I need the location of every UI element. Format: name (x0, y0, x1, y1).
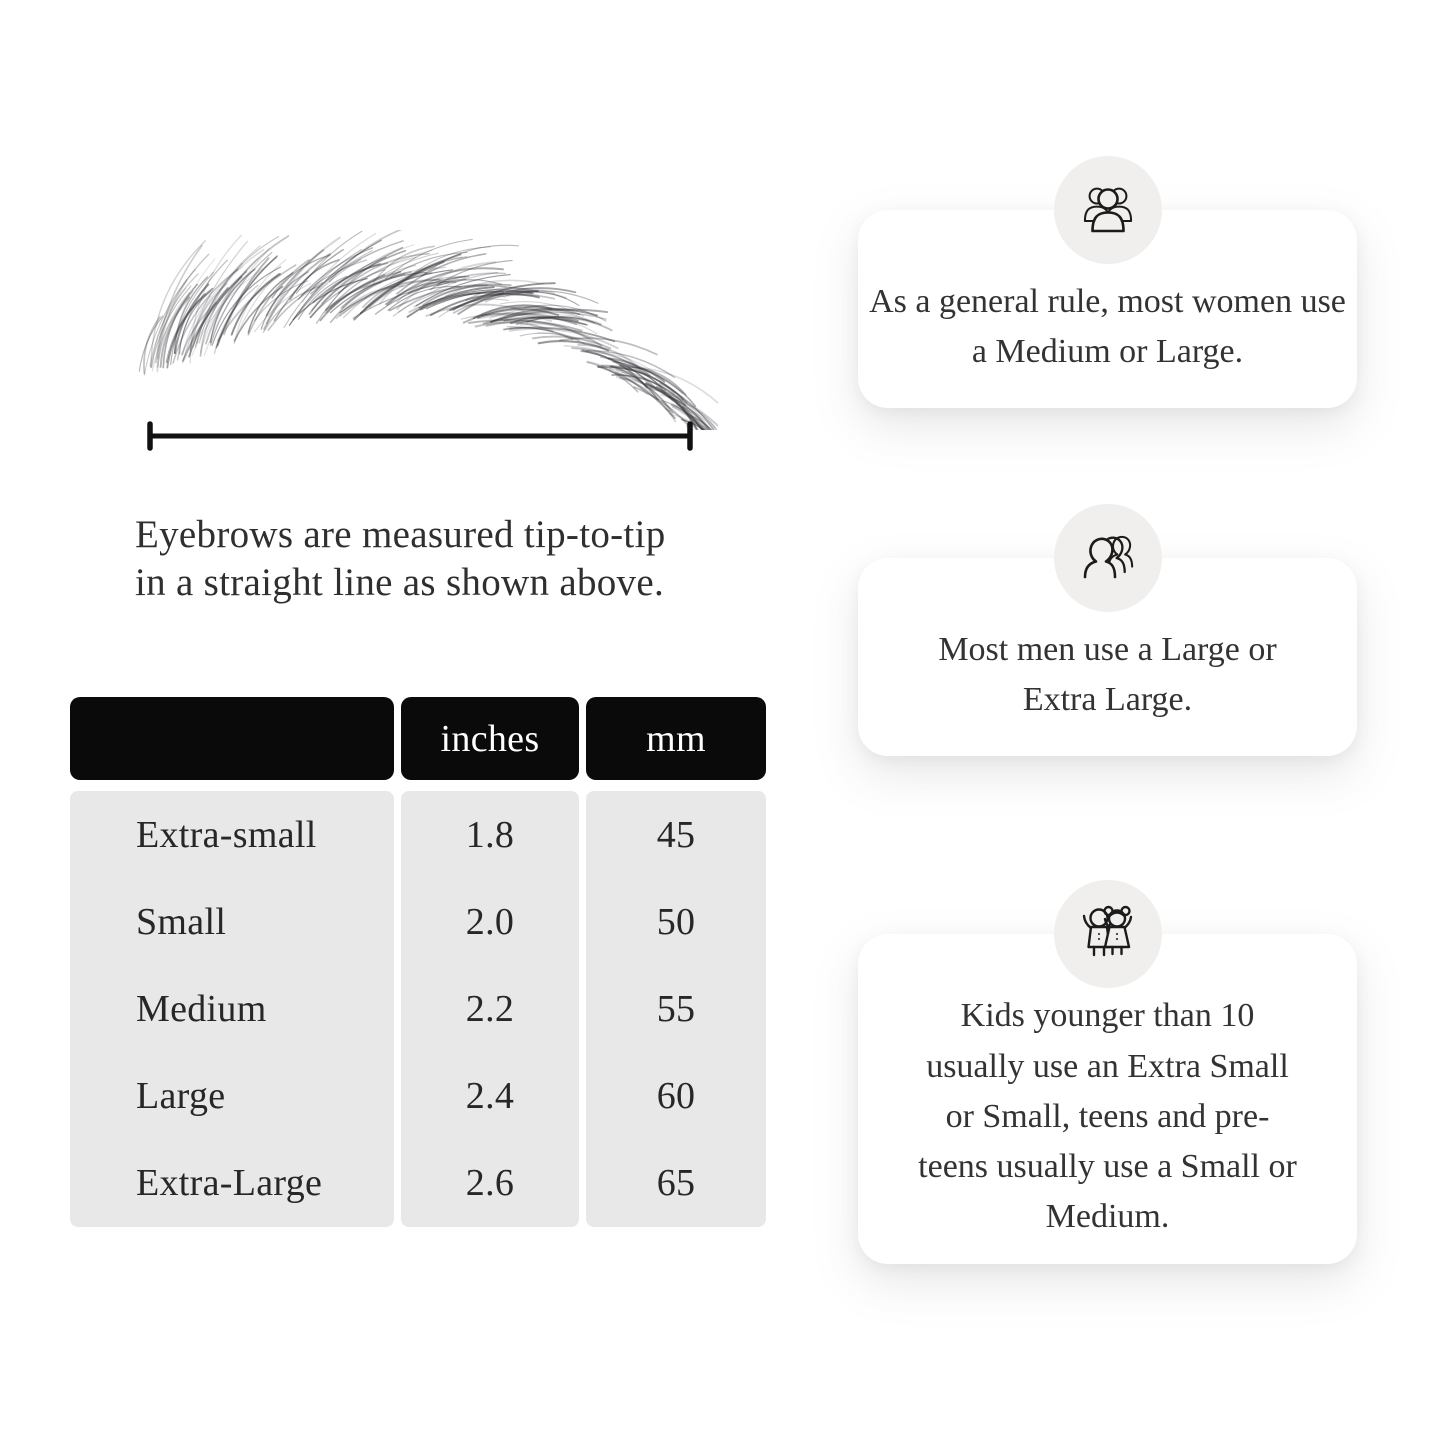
info-card-text: Kids younger than 10 usually use an Extra Small or Small, teens and pre-teens usually use a Small or Medium. (918, 997, 1297, 1236)
table-row-inches-value: 2.6 (465, 1162, 515, 1205)
size-table-header (70, 697, 767, 780)
measurement-line (140, 420, 700, 452)
info-card-text: As a general rule, most women use a Medium or Large. (869, 282, 1346, 370)
men-group-icon (1076, 526, 1140, 590)
table-row-inches-value: 2.0 (465, 900, 515, 943)
table-row-size-label: Large (136, 1075, 226, 1118)
icon-circle (1054, 156, 1162, 264)
table-row-mm-value: 65 (656, 1162, 696, 1205)
table-row-inches-value: 1.8 (465, 813, 515, 856)
header-cell-size (70, 697, 394, 780)
eyebrow-illustration (118, 230, 718, 430)
size-table-rows (70, 791, 767, 1227)
table-row-size-label: Extra-Large (136, 1162, 323, 1205)
table-row-mm-value: 55 (656, 987, 696, 1030)
caption-line-2: in a straight line as shown above. (135, 561, 665, 604)
table-row-mm-value: 50 (656, 900, 696, 943)
table-row-mm-value: 45 (656, 813, 696, 856)
measurement-caption (135, 511, 755, 607)
info-card-women (858, 210, 1357, 408)
table-row-inches-value: 2.4 (465, 1075, 515, 1118)
caption-line-1: Eyebrows are measured tip-to-tip (135, 513, 666, 556)
info-card-kids (858, 934, 1357, 1264)
table-row-mm-value: 60 (656, 1075, 696, 1118)
children-icon (1076, 902, 1140, 966)
header-cell-inches: inches (401, 697, 579, 780)
table-row-inches-value: 2.2 (465, 987, 515, 1030)
header-cell-mm: mm (586, 697, 766, 780)
table-row-size-label: Medium (136, 987, 267, 1030)
icon-circle (1054, 504, 1162, 612)
table-row-size-label: Extra-small (136, 813, 317, 856)
size-table-body (70, 791, 767, 1227)
women-group-icon (1076, 178, 1140, 242)
table-row-size-label: Small (136, 900, 227, 943)
size-table (70, 697, 767, 1227)
icon-circle (1054, 880, 1162, 988)
info-card-text: Most men use a Large or Extra Large. (938, 630, 1277, 718)
info-card-men (858, 558, 1357, 756)
